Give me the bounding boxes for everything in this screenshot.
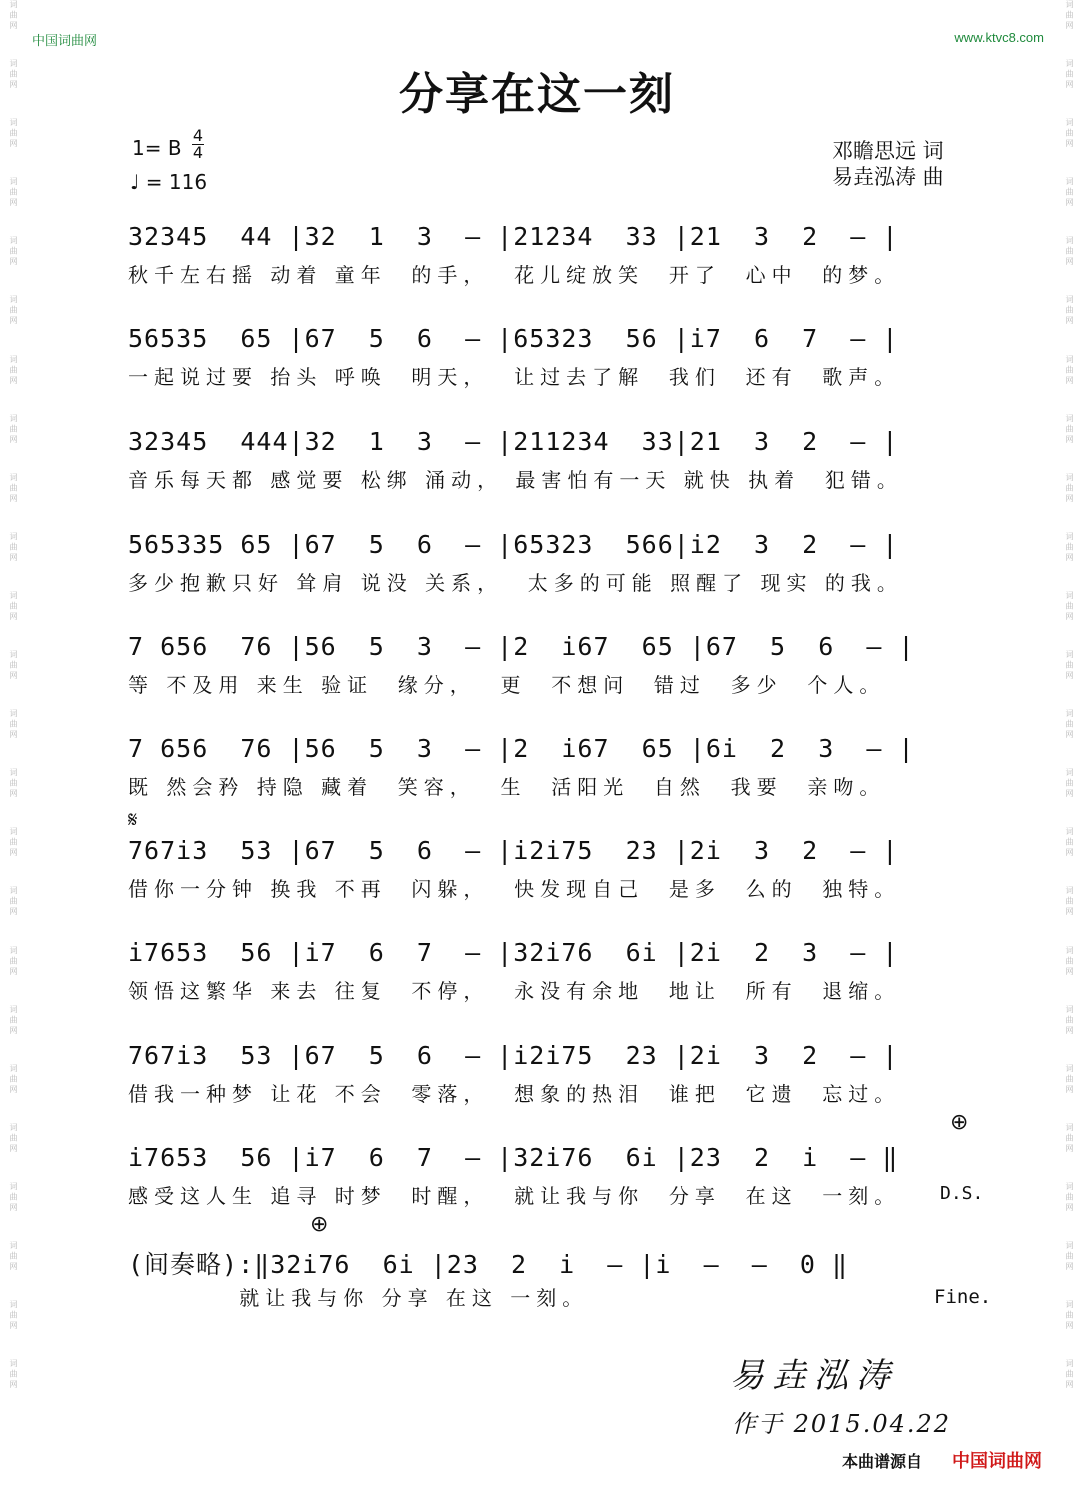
time-signature-top: 4 [192,126,204,145]
watermark-text: 词 曲 网 [9,1004,18,1034]
watermark-text: 词 曲 网 [9,709,18,739]
watermark-text: 词 曲 网 [9,59,18,89]
time-signature [192,128,204,161]
score-line [128,427,968,511]
source-label: 本曲谱源自 [842,1452,923,1471]
score-lyrics: 感受这人生 追寻 时梦 时醒， 就让我与你 分享 在这 一刻。 [128,1184,901,1208]
score-lyrics: 既 然会矜 持隐 藏着 笑容， 生 活阳光 自然 我要 亲吻。 [128,775,886,799]
watermark-text: 词 曲 网 [1065,531,1074,561]
watermark-text: 词 曲 网 [1065,354,1074,384]
score-notes: i7653 56 |i7 6 7 — |32i76 6i |23 2 i — ‖ [128,1143,899,1172]
score-line [128,734,968,818]
score-notes: 767i3 53 |67 5 6 — |i2i75 23 |2i 3 2 — | [128,836,899,865]
score-lyrics: 秋千左右摇 动着 童年 的手， 花儿绽放笑 开了 心中 的梦。 [128,263,901,287]
watermark-text: 词 曲 网 [1065,1004,1074,1034]
score-line [128,222,968,306]
watermark-text: 词 曲 网 [9,886,18,916]
watermark-text: 词 曲 网 [9,827,18,857]
ds-mark: D.S. [940,1183,984,1204]
score-line [128,1245,968,1329]
watermark-text: 词 曲 网 [1065,236,1074,266]
score-notes: 56535 65 |67 5 6 — |65323 56 |i7 6 7 — | [128,324,899,353]
watermark-text: 词 曲 网 [1065,827,1074,857]
score-notes: 565335 65 |67 5 6 — |65323 566|i2 3 2 — | [128,530,899,559]
score-notes: 7 656 76 |56 5 3 — |2 i67 65 |67 5 6 — | [128,632,915,661]
watermark-text: 词 曲 网 [1065,650,1074,680]
score-line [128,632,968,716]
composer: 易垚泓涛 曲 [832,165,944,189]
song-title: 分享在这一刻 [399,69,675,120]
score-lyrics: 音乐每天都 感觉要 松绑 涌动， 最害怕有一天 就快 执着 犯错。 [128,468,903,492]
watermark-text: 词 曲 网 [9,236,18,266]
watermark-right [1056,0,1074,1498]
watermark-text: 词 曲 网 [9,531,18,561]
watermark-text: 词 曲 网 [9,177,18,207]
watermark-text: 词 曲 网 [9,1300,18,1330]
score-lyrics: 借你一分钟 换我 不再 闪躲， 快发现自己 是多 么的 独特。 [128,877,901,901]
composed-date: 作于 2015.04.22 [732,1410,952,1438]
watermark-text: 词 曲 网 [9,413,18,443]
score-lyrics: 等 不及用 来生 验证 缘分， 更 不想问 错过 多少 个人。 [128,673,886,697]
watermark-text: 词 曲 网 [1065,1122,1074,1152]
watermark-text: 词 曲 网 [9,0,18,30]
watermark-text: 词 曲 网 [1065,1063,1074,1093]
site-url-right[interactable]: www.ktvc8.com [954,30,1044,45]
watermark-text: 词 曲 网 [9,590,18,621]
score-notes: 7 656 76 |56 5 3 — |2 i67 65 |6i 2 3 — | [128,734,915,763]
coda-icon: ⊕ [950,1110,969,1135]
watermark-text: 词 曲 网 [1065,1359,1074,1389]
site-name-left[interactable]: 中国词曲网 [32,34,98,49]
watermark-text: 词 曲 网 [9,768,18,798]
watermark-text: 词 曲 网 [1065,945,1074,975]
watermark-text: 词 曲 网 [9,295,18,325]
source-site-link[interactable]: 中国词曲网 [952,1451,1042,1472]
signature: 易垚泓涛 [730,1356,898,1396]
score-line [128,938,968,1022]
score-line [128,324,968,408]
time-signature-bottom: 4 [192,143,204,162]
tempo-mark [130,170,207,194]
watermark-text: 词 曲 网 [1065,177,1074,207]
watermark-text: 词 曲 网 [1065,59,1074,89]
watermark-text: 词 曲 网 [9,118,18,148]
score-line [128,836,968,920]
watermark-text: 词 曲 网 [1065,886,1074,916]
watermark-text: 词 曲 网 [9,945,18,975]
score-notes: i7653 56 |i7 6 7 — |32i76 6i |2i 2 3 — | [128,938,899,967]
score-line [128,1041,968,1125]
credits [832,138,944,190]
lyricist: 邓瞻思远 词 [832,139,944,163]
watermark-text: 词 曲 网 [1065,413,1074,443]
watermark-text: 词 曲 网 [9,1240,18,1271]
score-line [128,530,968,614]
watermark-text: 词 曲 网 [1065,1300,1074,1330]
watermark-text: 词 曲 网 [9,1359,18,1389]
score-lyrics: 一起说过要 抬头 呼唤 明天， 让过去了解 我们 还有 歌声。 [128,365,901,389]
segno-icon: 𝄋 [128,808,138,833]
watermark-text: 词 曲 网 [1065,768,1074,798]
watermark-text: 词 曲 网 [9,354,18,384]
watermark-text: 词 曲 网 [1065,295,1074,325]
watermark-text: 词 曲 网 [9,1181,18,1211]
tempo-value: = 116 [145,170,208,194]
score-notes: 32345 44 |32 1 3 — |21234 33 |21 3 2 — | [128,222,899,251]
score-lyrics: 借我一种梦 让花 不会 零落， 想象的热泪 谁把 它遗 忘过。 [128,1082,901,1106]
watermark-left [0,0,18,1498]
watermark-text: 词 曲 网 [1065,118,1074,148]
watermark-text: 词 曲 网 [1065,0,1074,30]
watermark-text: 词 曲 网 [9,1122,18,1152]
score-notes: 32345 444|32 1 3 — |211234 33|21 3 2 — | [128,427,899,456]
watermark-text: 词 曲 网 [9,650,18,680]
watermark-text: 词 曲 网 [1065,1240,1074,1271]
watermark-text: 词 曲 网 [9,1063,18,1093]
key-signature: 1= B [132,136,182,160]
score-lyrics: 领悟这繁华 来去 往复 不停， 永没有余地 地让 所有 退缩。 [128,979,901,1003]
quarter-note-icon: ♩ [130,170,140,194]
watermark-text: 词 曲 网 [1065,590,1074,621]
score-notes: (间奏略):‖32i76 6i |23 2 i — |i — — 0 ‖ [128,1250,849,1279]
score-lyrics: 多少抱歉只好 耸肩 说没 关系， 太多的可能 照醒了 现实 的我。 [128,571,903,595]
score-line [128,1143,968,1227]
coda-icon-2: ⊕ [310,1212,329,1237]
watermark-text: 词 曲 网 [1065,472,1074,502]
watermark-text: 词 曲 网 [1065,709,1074,739]
score-notes: 767i3 53 |67 5 6 — |i2i75 23 |2i 3 2 — | [128,1041,899,1070]
fine-mark: Fine. [934,1286,992,1308]
score-lyrics: 就让我与你 分享 在这 一刻。 [128,1286,589,1310]
watermark-text: 词 曲 网 [1065,1181,1074,1211]
watermark-text: 词 曲 网 [9,472,18,502]
